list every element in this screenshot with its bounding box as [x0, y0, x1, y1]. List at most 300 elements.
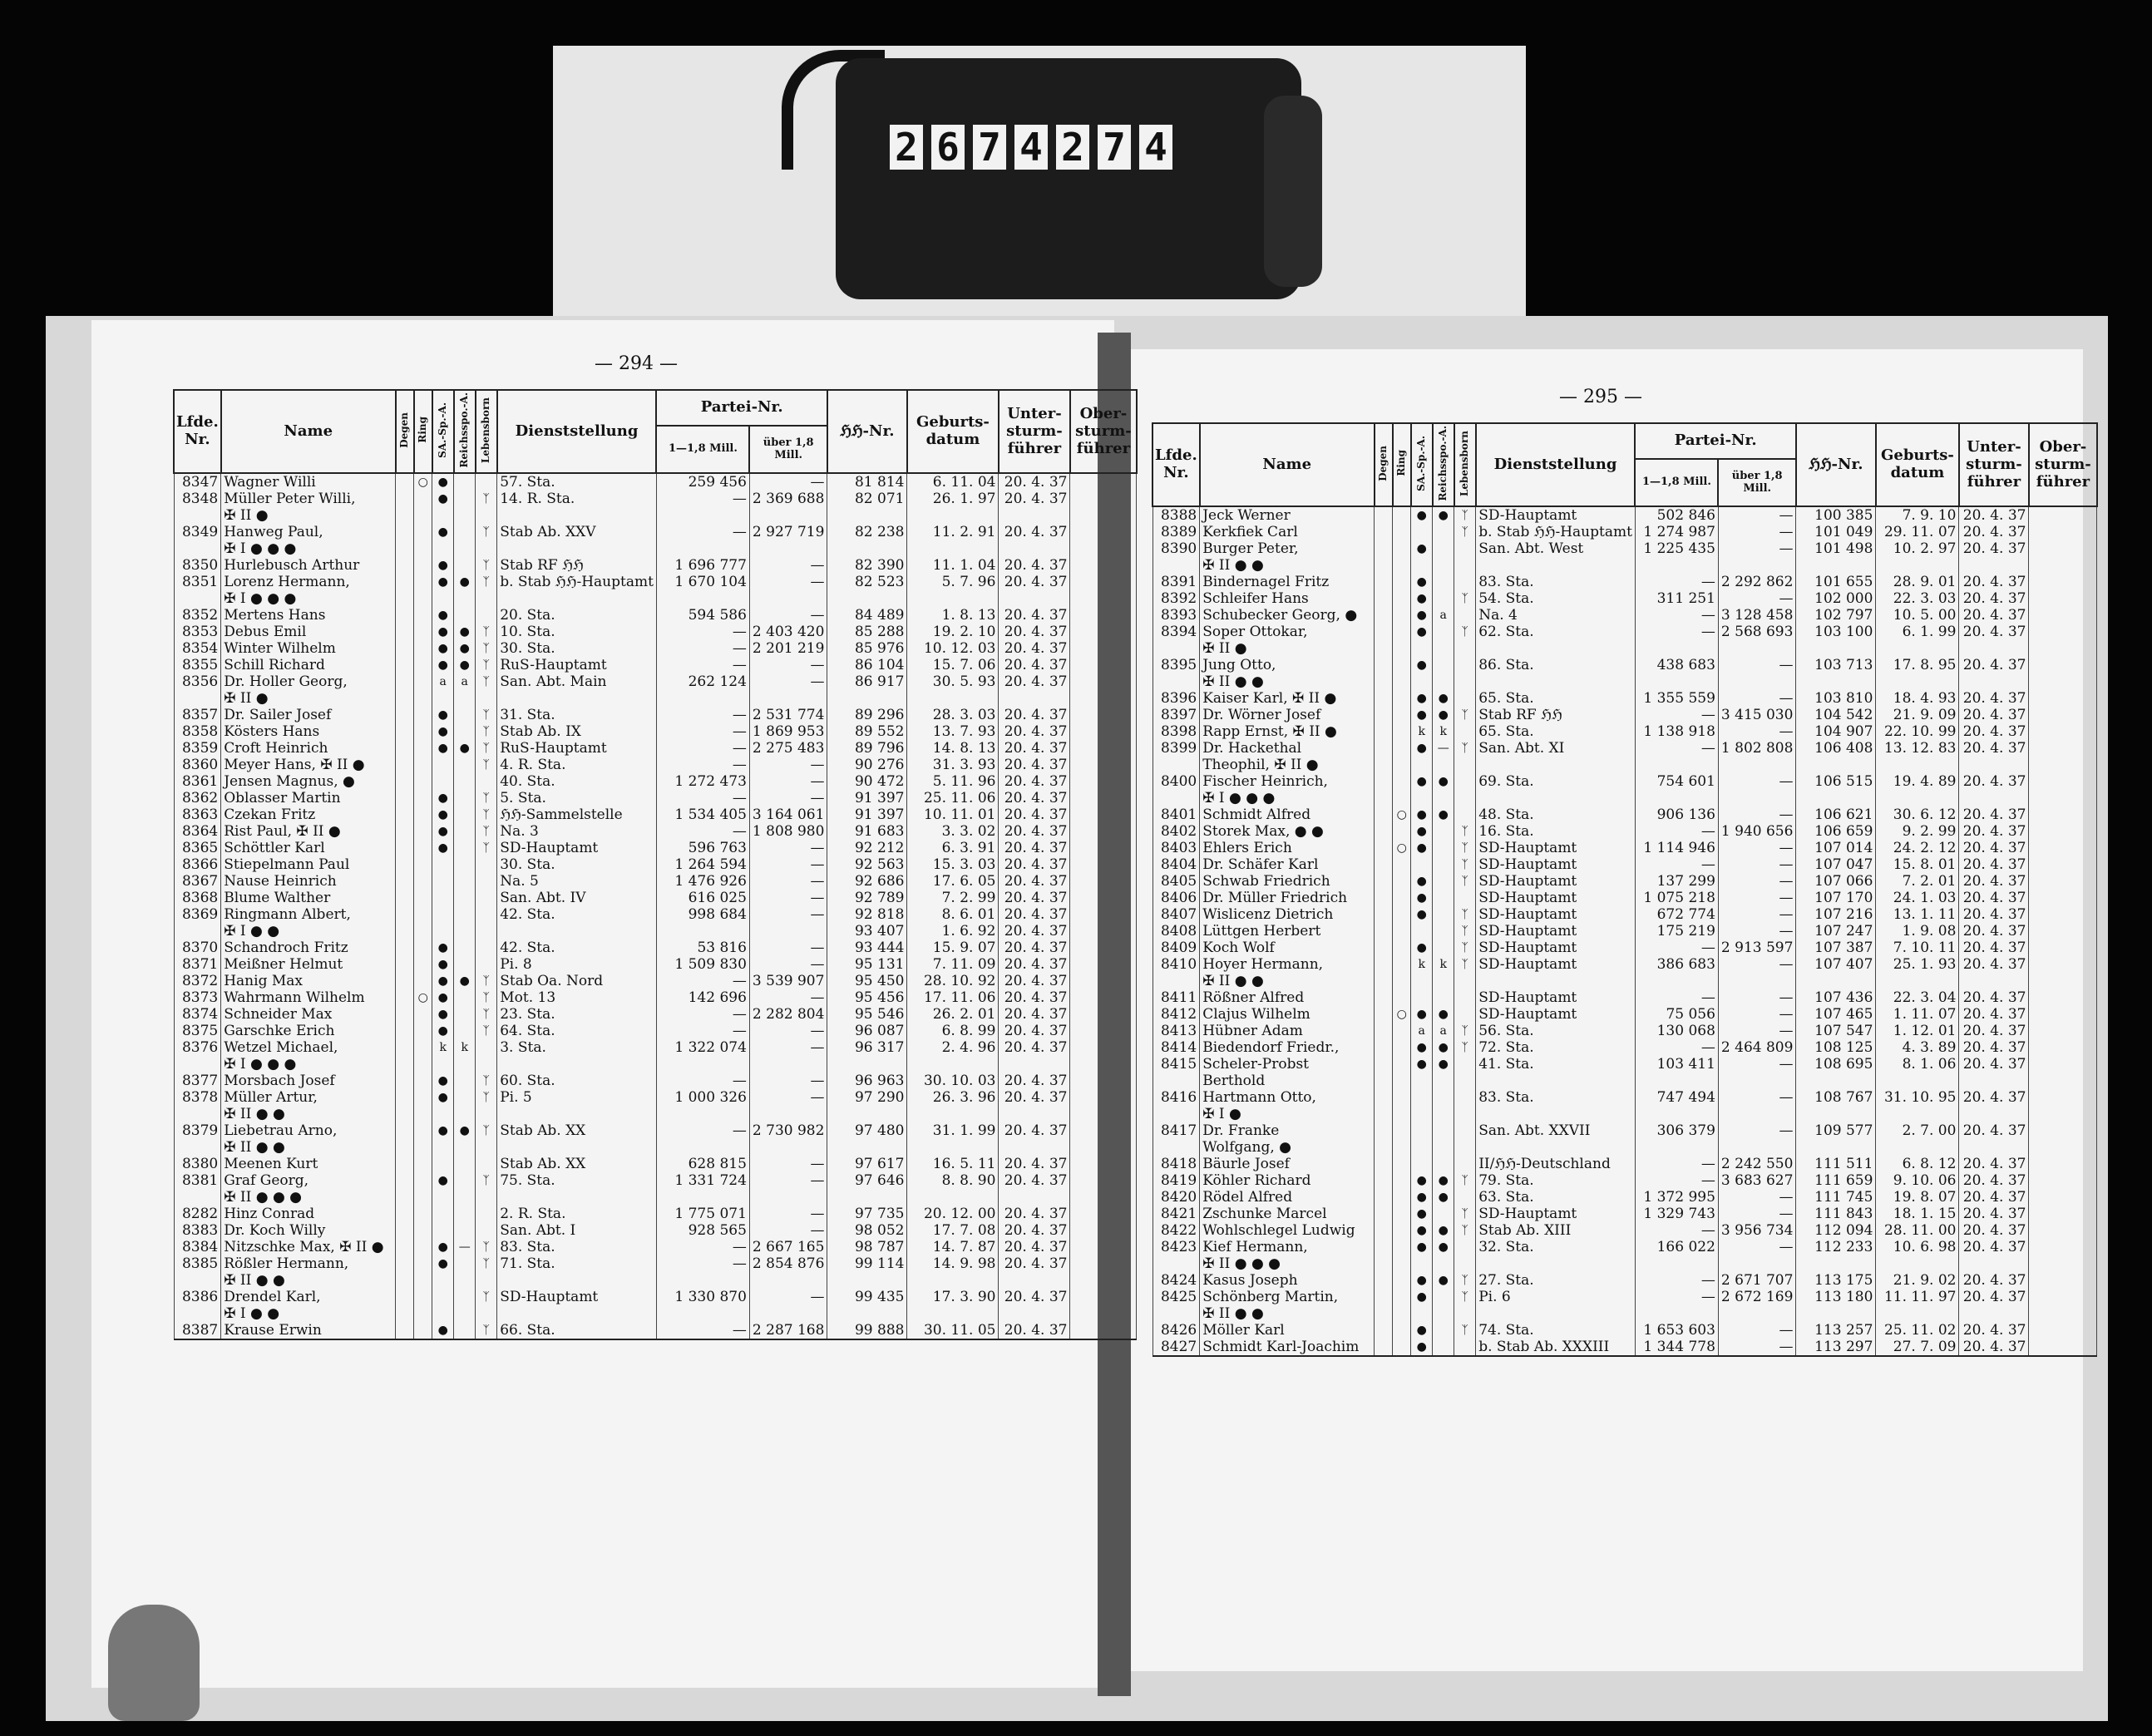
register-row: [174, 956, 1137, 973]
entry-number: 8399: [1153, 740, 1200, 757]
birth-date: 19. 8. 07: [1876, 1189, 1959, 1206]
partei-nr-high: —: [1718, 856, 1796, 873]
entry-number: 8361: [174, 773, 221, 790]
dienststellung: [1476, 557, 1636, 574]
sa-sport-mark: [432, 1206, 454, 1222]
birth-date: 1. 11. 07: [1876, 1006, 1959, 1023]
partei-nr-low: —: [1635, 1172, 1718, 1189]
sa-sport-mark: ●: [432, 640, 454, 657]
header-sa-sport-text: SA.-Sp.-A.: [436, 402, 448, 458]
untersturmfuehrer-date: 20. 4. 37: [1959, 840, 2029, 856]
ring-mark: [414, 823, 432, 840]
entry-number: 8383: [174, 1222, 221, 1239]
header-sa-sport-text: SA.-Sp.-A.: [1414, 435, 1427, 491]
entry-name: Jensen Magnus, ●: [221, 773, 396, 790]
ss-nr: 107 014: [1796, 840, 1876, 856]
sa-sport-mark: ●: [432, 956, 454, 973]
register-row: [1153, 1239, 2097, 1255]
untersturmfuehrer-date: [1959, 1106, 2029, 1122]
degen-mark: [1375, 1272, 1393, 1289]
ring-mark: [414, 790, 432, 806]
entry-number: 8392: [1153, 590, 1200, 607]
birth-date: 6. 3. 91: [907, 840, 999, 856]
entry-number: [174, 690, 221, 707]
obersturmfuehrer-date: [2029, 1139, 2097, 1156]
degen-mark: [396, 1222, 414, 1239]
untersturmfuehrer-date: 20. 4. 37: [1959, 740, 2029, 757]
entry-number: 8348: [174, 491, 221, 507]
dienststellung: 41. Sta.: [1476, 1056, 1636, 1073]
ring-mark: [1393, 906, 1411, 923]
dienststellung: 42. Sta.: [497, 906, 657, 923]
lebensborn-mark: [1454, 673, 1476, 690]
lebensborn-mark: [476, 540, 497, 557]
lebensborn-mark: ᛉ: [476, 989, 497, 1006]
ss-nr: 107 407: [1796, 956, 1876, 973]
degen-mark: [396, 723, 414, 740]
lebensborn-mark: ᛉ: [476, 840, 497, 856]
reichssport-mark: ●: [454, 1122, 476, 1139]
sa-sport-mark: [432, 590, 454, 607]
ss-nr: 90 276: [827, 757, 907, 773]
reichssport-mark: [454, 1106, 476, 1122]
ring-mark: [1393, 1322, 1411, 1339]
lebensborn-mark: [1454, 607, 1476, 624]
ss-nr: 96 317: [827, 1039, 907, 1056]
ring-mark: [414, 757, 432, 773]
birth-date: 18. 4. 93: [1876, 690, 1959, 707]
register-row: [174, 773, 1137, 790]
reichssport-mark: [1433, 940, 1454, 956]
partei-nr-high: —: [749, 940, 827, 956]
partei-nr-high: —: [1718, 1056, 1796, 1073]
sa-sport-mark: [1411, 1156, 1433, 1172]
dienststellung: 79. Sta.: [1476, 1172, 1636, 1189]
lebensborn-mark: [476, 856, 497, 873]
sa-sport-mark: [432, 1139, 454, 1156]
reichssport-mark: [454, 491, 476, 507]
ss-nr: 111 843: [1796, 1206, 1876, 1222]
entry-name: Schöttler Karl: [221, 840, 396, 856]
dienststellung: 72. Sta.: [1476, 1039, 1636, 1056]
birth-date: 24. 2. 12: [1876, 840, 1959, 856]
degen-mark: [1375, 1139, 1393, 1156]
partei-nr-high: [749, 1272, 827, 1289]
ring-mark: [414, 1272, 432, 1289]
entry-name: Schandroch Fritz: [221, 940, 396, 956]
untersturmfuehrer-date: 20. 4. 37: [999, 1006, 1070, 1023]
partei-nr-high: —: [749, 657, 827, 673]
untersturmfuehrer-date: 20. 4. 37: [999, 657, 1070, 673]
obersturmfuehrer-date: [1070, 607, 1137, 624]
birth-date: [907, 590, 999, 607]
degen-mark: [396, 707, 414, 723]
register-row: [174, 524, 1137, 540]
untersturmfuehrer-date: 20. 4. 37: [999, 923, 1070, 940]
register-row: [174, 1255, 1137, 1272]
sa-sport-mark: ●: [1411, 1206, 1433, 1222]
ring-mark: [1393, 590, 1411, 607]
ss-nr: 89 796: [827, 740, 907, 757]
ss-nr: 101 655: [1796, 574, 1876, 590]
entry-number: 8394: [1153, 624, 1200, 640]
sa-sport-mark: ●: [432, 840, 454, 856]
ss-nr: 106 659: [1796, 823, 1876, 840]
untersturmfuehrer-date: 20. 4. 37: [999, 524, 1070, 540]
birth-date: 1. 9. 08: [1876, 923, 1959, 940]
entry-name: Kasus Joseph: [1200, 1272, 1375, 1289]
ss-nr: 113 180: [1796, 1289, 1876, 1305]
reichssport-mark: [1433, 890, 1454, 906]
dienststellung: Stab RF ℌℌ: [497, 557, 657, 574]
dienststellung: Stab Oa. Nord: [497, 973, 657, 989]
ss-nr: 92 818: [827, 906, 907, 923]
dienststellung: II/ℌℌ-Deutschland: [1476, 1156, 1636, 1172]
degen-mark: [1375, 540, 1393, 557]
obersturmfuehrer-date: [1070, 1056, 1137, 1073]
birth-date: 11. 11. 97: [1876, 1289, 1959, 1305]
header-lebensborn-text: Lebensborn: [1458, 430, 1470, 496]
birth-date: 11. 1. 04: [907, 557, 999, 574]
entry-number: 8413: [1153, 1023, 1200, 1039]
partei-nr-high: —: [1718, 1006, 1796, 1023]
header-ring: [414, 390, 432, 473]
dienststellung: 32. Sta.: [1476, 1239, 1636, 1255]
ss-nr: 106 408: [1796, 740, 1876, 757]
partei-nr-low: 1 329 743: [1635, 1206, 1718, 1222]
obersturmfuehrer-date: [1070, 856, 1137, 873]
degen-mark: [1375, 506, 1393, 524]
birth-date: 28. 11. 00: [1876, 1222, 1959, 1239]
birth-date: 10. 6. 98: [1876, 1239, 1959, 1255]
obersturmfuehrer-date: [1070, 1006, 1137, 1023]
obersturmfuehrer-date: [1070, 1255, 1137, 1272]
ss-nr: [1796, 1139, 1876, 1156]
partei-nr-high: —: [749, 1073, 827, 1089]
lebensborn-mark: ᛉ: [476, 1023, 497, 1039]
partei-nr-high: —: [749, 873, 827, 890]
entry-name: Ringmann Albert,: [221, 906, 396, 923]
sa-sport-mark: ●: [432, 1006, 454, 1023]
reichssport-mark: ●: [454, 973, 476, 989]
entry-name: Clajus Wilhelm: [1200, 1006, 1375, 1023]
ss-nr: [1796, 1073, 1876, 1089]
counter-digit: 2: [890, 125, 923, 170]
degen-mark: [396, 574, 414, 590]
lebensborn-mark: [476, 590, 497, 607]
ss-nr: [827, 507, 907, 524]
degen-mark: [396, 507, 414, 524]
birth-date: 7. 9. 10: [1876, 506, 1959, 524]
partei-nr-low: 53 816: [656, 940, 749, 956]
lebensborn-mark: ᛉ: [1454, 1039, 1476, 1056]
partei-nr-low: 137 299: [1635, 873, 1718, 890]
obersturmfuehrer-date: [2029, 1189, 2097, 1206]
untersturmfuehrer-date: 20. 4. 37: [1959, 707, 2029, 723]
birth-date: 17. 3. 90: [907, 1289, 999, 1305]
lebensborn-mark: [1454, 989, 1476, 1006]
entry-number: 8363: [174, 806, 221, 823]
ss-nr: [1796, 790, 1876, 806]
untersturmfuehrer-date: 20. 4. 37: [999, 873, 1070, 890]
ss-nr: 107 047: [1796, 856, 1876, 873]
lebensborn-mark: ᛉ: [1454, 1222, 1476, 1239]
partei-nr-low: [656, 1106, 749, 1122]
register-row: [1153, 590, 2097, 607]
counter-digits: [890, 125, 1172, 170]
entry-name: Lüttgen Herbert: [1200, 923, 1375, 940]
lebensborn-mark: [476, 1305, 497, 1322]
register-row: [174, 1222, 1137, 1239]
obersturmfuehrer-date: [1070, 1089, 1137, 1106]
degen-mark: [396, 740, 414, 757]
sa-sport-mark: [1411, 1073, 1433, 1089]
ss-nr: 106 621: [1796, 806, 1876, 823]
degen-mark: [396, 640, 414, 657]
header-sa-sport: [432, 390, 454, 473]
reichssport-mark: ●: [1433, 1172, 1454, 1189]
entry-name: Jeck Werner: [1200, 506, 1375, 524]
entry-name: Storek Max, ● ●: [1200, 823, 1375, 840]
reichssport-mark: [454, 1305, 476, 1322]
ring-mark: [1393, 890, 1411, 906]
entry-number: 8426: [1153, 1322, 1200, 1339]
untersturmfuehrer-date: 20. 4. 37: [1959, 940, 2029, 956]
degen-mark: [1375, 873, 1393, 890]
ring-mark: [1393, 923, 1411, 940]
lebensborn-mark: ᛉ: [476, 1172, 497, 1189]
birth-date: 7. 10. 11: [1876, 940, 1959, 956]
register-row: [1153, 790, 2097, 806]
degen-mark: [1375, 1106, 1393, 1122]
birth-date: 4. 3. 89: [1876, 1039, 1959, 1056]
lebensborn-mark: [1454, 690, 1476, 707]
register-row: [1153, 1255, 2097, 1272]
obersturmfuehrer-date: [2029, 806, 2097, 823]
obersturmfuehrer-date: [2029, 1006, 2097, 1023]
dienststellung: [497, 1139, 657, 1156]
entry-number: 8380: [174, 1156, 221, 1172]
entry-name: Wislicenz Dietrich: [1200, 906, 1375, 923]
entry-number: [174, 1139, 221, 1156]
dienststellung: [497, 1056, 657, 1073]
obersturmfuehrer-date: [1070, 790, 1137, 806]
birth-date: 8. 1. 06: [1876, 1056, 1959, 1073]
ss-nr: 113 257: [1796, 1322, 1876, 1339]
ss-nr: [827, 540, 907, 557]
obersturmfuehrer-date: [2029, 1089, 2097, 1106]
entry-name: Nause Heinrich: [221, 873, 396, 890]
degen-mark: [396, 1189, 414, 1206]
untersturmfuehrer-date: [1959, 790, 2029, 806]
entry-name: Bäurle Josef: [1200, 1156, 1375, 1172]
dienststellung: [1476, 1305, 1636, 1322]
sa-sport-mark: [432, 1106, 454, 1122]
birth-date: [1876, 973, 1959, 989]
header-untersturmfuehrer: Unter-sturm-führer: [1959, 423, 2029, 506]
degen-mark: [396, 823, 414, 840]
ring-mark: [1393, 574, 1411, 590]
ss-nr: 92 686: [827, 873, 907, 890]
ring-mark: [1393, 773, 1411, 790]
sa-sport-mark: [1411, 673, 1433, 690]
degen-mark: [396, 1122, 414, 1139]
dienststellung: b. Stab Ab. XXXIII: [1476, 1339, 1636, 1356]
partei-nr-low: [656, 540, 749, 557]
entry-name: ✠ II ● ●: [1200, 973, 1375, 989]
ring-mark: [414, 890, 432, 906]
degen-mark: [396, 524, 414, 540]
dienststellung: [497, 690, 657, 707]
untersturmfuehrer-date: 20. 4. 37: [999, 1255, 1070, 1272]
ss-nr: 96 963: [827, 1073, 907, 1089]
ring-mark: [414, 657, 432, 673]
birth-date: 18. 1. 15: [1876, 1206, 1959, 1222]
entry-name: Graf Georg,: [221, 1172, 396, 1189]
partei-nr-low: [656, 923, 749, 940]
sa-sport-mark: ●: [432, 491, 454, 507]
partei-nr-high: 2 292 862: [1718, 574, 1796, 590]
partei-nr-high: 1 808 980: [749, 823, 827, 840]
lebensborn-mark: [476, 1139, 497, 1156]
degen-mark: [396, 1255, 414, 1272]
register-row: [174, 757, 1137, 773]
dienststellung: Na. 3: [497, 823, 657, 840]
obersturmfuehrer-date: [1070, 1305, 1137, 1322]
sa-sport-mark: ●: [1411, 1222, 1433, 1239]
entry-number: [174, 1189, 221, 1206]
birth-date: 28. 3. 03: [907, 707, 999, 723]
entry-name: Wagner Willi: [221, 473, 396, 491]
entry-name: Kösters Hans: [221, 723, 396, 740]
entry-name: Kaiser Karl, ✠ II ●: [1200, 690, 1375, 707]
birth-date: 13. 1. 11: [1876, 906, 1959, 923]
obersturmfuehrer-date: [1070, 640, 1137, 657]
untersturmfuehrer-date: 20. 4. 37: [1959, 540, 2029, 557]
lebensborn-mark: [476, 1272, 497, 1289]
dienststellung: 30. Sta.: [497, 640, 657, 657]
degen-mark: [396, 906, 414, 923]
entry-number: 8418: [1153, 1156, 1200, 1172]
partei-nr-low: —: [656, 707, 749, 723]
partei-nr-low: [1635, 1305, 1718, 1322]
ss-nr: 99 888: [827, 1322, 907, 1339]
sa-sport-mark: ●: [1411, 1322, 1433, 1339]
entry-number: 8390: [1153, 540, 1200, 557]
reichssport-mark: [454, 856, 476, 873]
entry-number: 8427: [1153, 1339, 1200, 1356]
lebensborn-mark: [1454, 640, 1476, 657]
partei-nr-low: —: [656, 757, 749, 773]
sa-sport-mark: ●: [1411, 1272, 1433, 1289]
dienststellung: SD-Hauptamt: [1476, 1206, 1636, 1222]
obersturmfuehrer-date: [2029, 723, 2097, 740]
obersturmfuehrer-date: [2029, 1156, 2097, 1172]
header-ring: [1393, 423, 1411, 506]
degen-mark: [1375, 940, 1393, 956]
reichssport-mark: a: [1433, 1023, 1454, 1039]
obersturmfuehrer-date: [2029, 707, 2097, 723]
ring-mark: [414, 723, 432, 740]
dienststellung: 10. Sta.: [497, 624, 657, 640]
register-row: [174, 989, 1137, 1006]
entry-name: Krause Erwin: [221, 1322, 396, 1339]
ss-nr: 93 407: [827, 923, 907, 940]
sa-sport-mark: ●: [432, 1322, 454, 1339]
untersturmfuehrer-date: [999, 1139, 1070, 1156]
ss-nr: 95 456: [827, 989, 907, 1006]
obersturmfuehrer-date: [2029, 1239, 2097, 1255]
obersturmfuehrer-date: [2029, 524, 2097, 540]
entry-number: [1153, 640, 1200, 657]
entry-number: 8354: [174, 640, 221, 657]
ss-nr: 95 450: [827, 973, 907, 989]
dienststellung: SD-Hauptamt: [1476, 890, 1636, 906]
sa-sport-mark: [1411, 557, 1433, 574]
entry-name: Dr. Schäfer Karl: [1200, 856, 1375, 873]
entry-name: ✠ II ● ●: [1200, 1305, 1375, 1322]
partei-nr-high: 2 854 876: [749, 1255, 827, 1272]
lebensborn-mark: ᛉ: [476, 1239, 497, 1255]
obersturmfuehrer-date: [2029, 506, 2097, 524]
untersturmfuehrer-date: 20. 4. 37: [1959, 1156, 2029, 1172]
partei-nr-high: 3 128 458: [1718, 607, 1796, 624]
partei-nr-high: 2 369 688: [749, 491, 827, 507]
birth-date: [907, 1272, 999, 1289]
partei-nr-low: [1635, 1139, 1718, 1156]
untersturmfuehrer-date: 20. 4. 37: [999, 973, 1070, 989]
untersturmfuehrer-date: [1959, 1255, 2029, 1272]
reichssport-mark: [454, 723, 476, 740]
entry-name: ✠ II ● ● ●: [1200, 1255, 1375, 1272]
birth-date: [907, 1139, 999, 1156]
entry-name: Schönberg Martin,: [1200, 1289, 1375, 1305]
dienststellung: San. Abt. XXVII: [1476, 1122, 1636, 1139]
register-row: [1153, 940, 2097, 956]
partei-nr-high: [1718, 673, 1796, 690]
partei-nr-high: —: [749, 1039, 827, 1056]
entry-number: 8400: [1153, 773, 1200, 790]
obersturmfuehrer-date: [2029, 773, 2097, 790]
partei-nr-low: 628 815: [656, 1156, 749, 1172]
birth-date: 19. 4. 89: [1876, 773, 1959, 790]
register-row: [1153, 640, 2097, 657]
dienststellung: Stab Ab. XX: [497, 1122, 657, 1139]
degen-mark: [396, 557, 414, 574]
sa-sport-mark: ●: [1411, 1006, 1433, 1023]
sa-sport-mark: [432, 923, 454, 940]
entry-name: Mertens Hans: [221, 607, 396, 624]
ring-mark: [414, 574, 432, 590]
ring-mark: [414, 973, 432, 989]
entry-number: 8411: [1153, 989, 1200, 1006]
ss-nr: 108 125: [1796, 1039, 1876, 1056]
dienststellung: [497, 1305, 657, 1322]
partei-nr-high: —: [1718, 723, 1796, 740]
register-row: [1153, 1272, 2097, 1289]
reichssport-mark: [454, 557, 476, 574]
register-row: [174, 806, 1137, 823]
entry-name: Berthold: [1200, 1073, 1375, 1089]
ss-nr: [827, 690, 907, 707]
partei-nr-low: 259 456: [656, 473, 749, 491]
degen-mark: [396, 657, 414, 673]
reichssport-mark: [454, 956, 476, 973]
entry-name: Müller Peter Willi,: [221, 491, 396, 507]
dienststellung: 56. Sta.: [1476, 1023, 1636, 1039]
ring-mark: [1393, 856, 1411, 873]
partei-nr-low: 747 494: [1635, 1089, 1718, 1106]
